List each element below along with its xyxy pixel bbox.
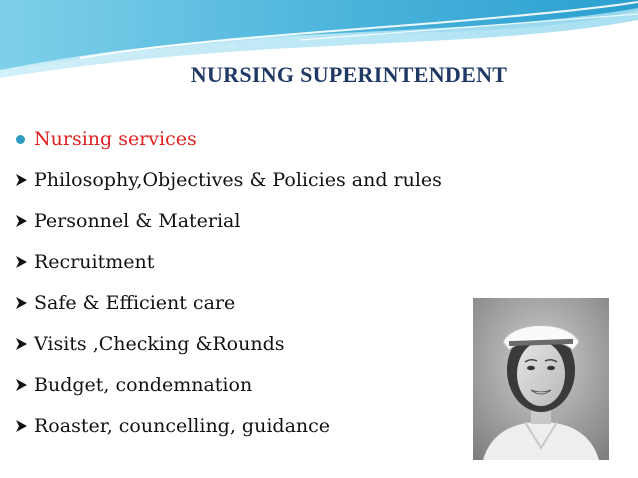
- list-item: [14, 364, 442, 405]
- list-item: [14, 200, 442, 241]
- chevron-right-icon: [14, 170, 34, 190]
- list-item-text: Philosophy,Objectives & Policies and rules: [34, 168, 442, 191]
- chevron-right-icon: [14, 211, 34, 231]
- list-item: [14, 159, 442, 200]
- list-item-text: Recruitment: [34, 250, 155, 273]
- circle-bullet-icon: [14, 129, 34, 149]
- list-item-text: Visits ,Checking &Rounds: [34, 332, 285, 355]
- list-item: [14, 241, 442, 282]
- list-item: [14, 282, 442, 323]
- list-item-text: Safe & Efficient care: [34, 291, 236, 314]
- list-item: [14, 118, 442, 159]
- chevron-right-icon: [14, 293, 34, 313]
- chevron-right-icon: [14, 416, 34, 436]
- list-item-text: Personnel & Material: [34, 209, 241, 232]
- list-item-text: Roaster, councelling, guidance: [34, 414, 331, 437]
- chevron-right-icon: [14, 334, 34, 354]
- bullet-list: [14, 118, 442, 446]
- list-item-text: Nursing services: [34, 127, 197, 150]
- list-item: [14, 405, 442, 446]
- list-item: [14, 323, 442, 364]
- nurse-photo: [473, 298, 609, 460]
- slide-title: NURSING SUPERINTENDENT: [190, 62, 508, 87]
- chevron-right-icon: [14, 252, 34, 272]
- chevron-right-icon: [14, 375, 34, 395]
- list-item-text: Budget, condemnation: [34, 373, 253, 396]
